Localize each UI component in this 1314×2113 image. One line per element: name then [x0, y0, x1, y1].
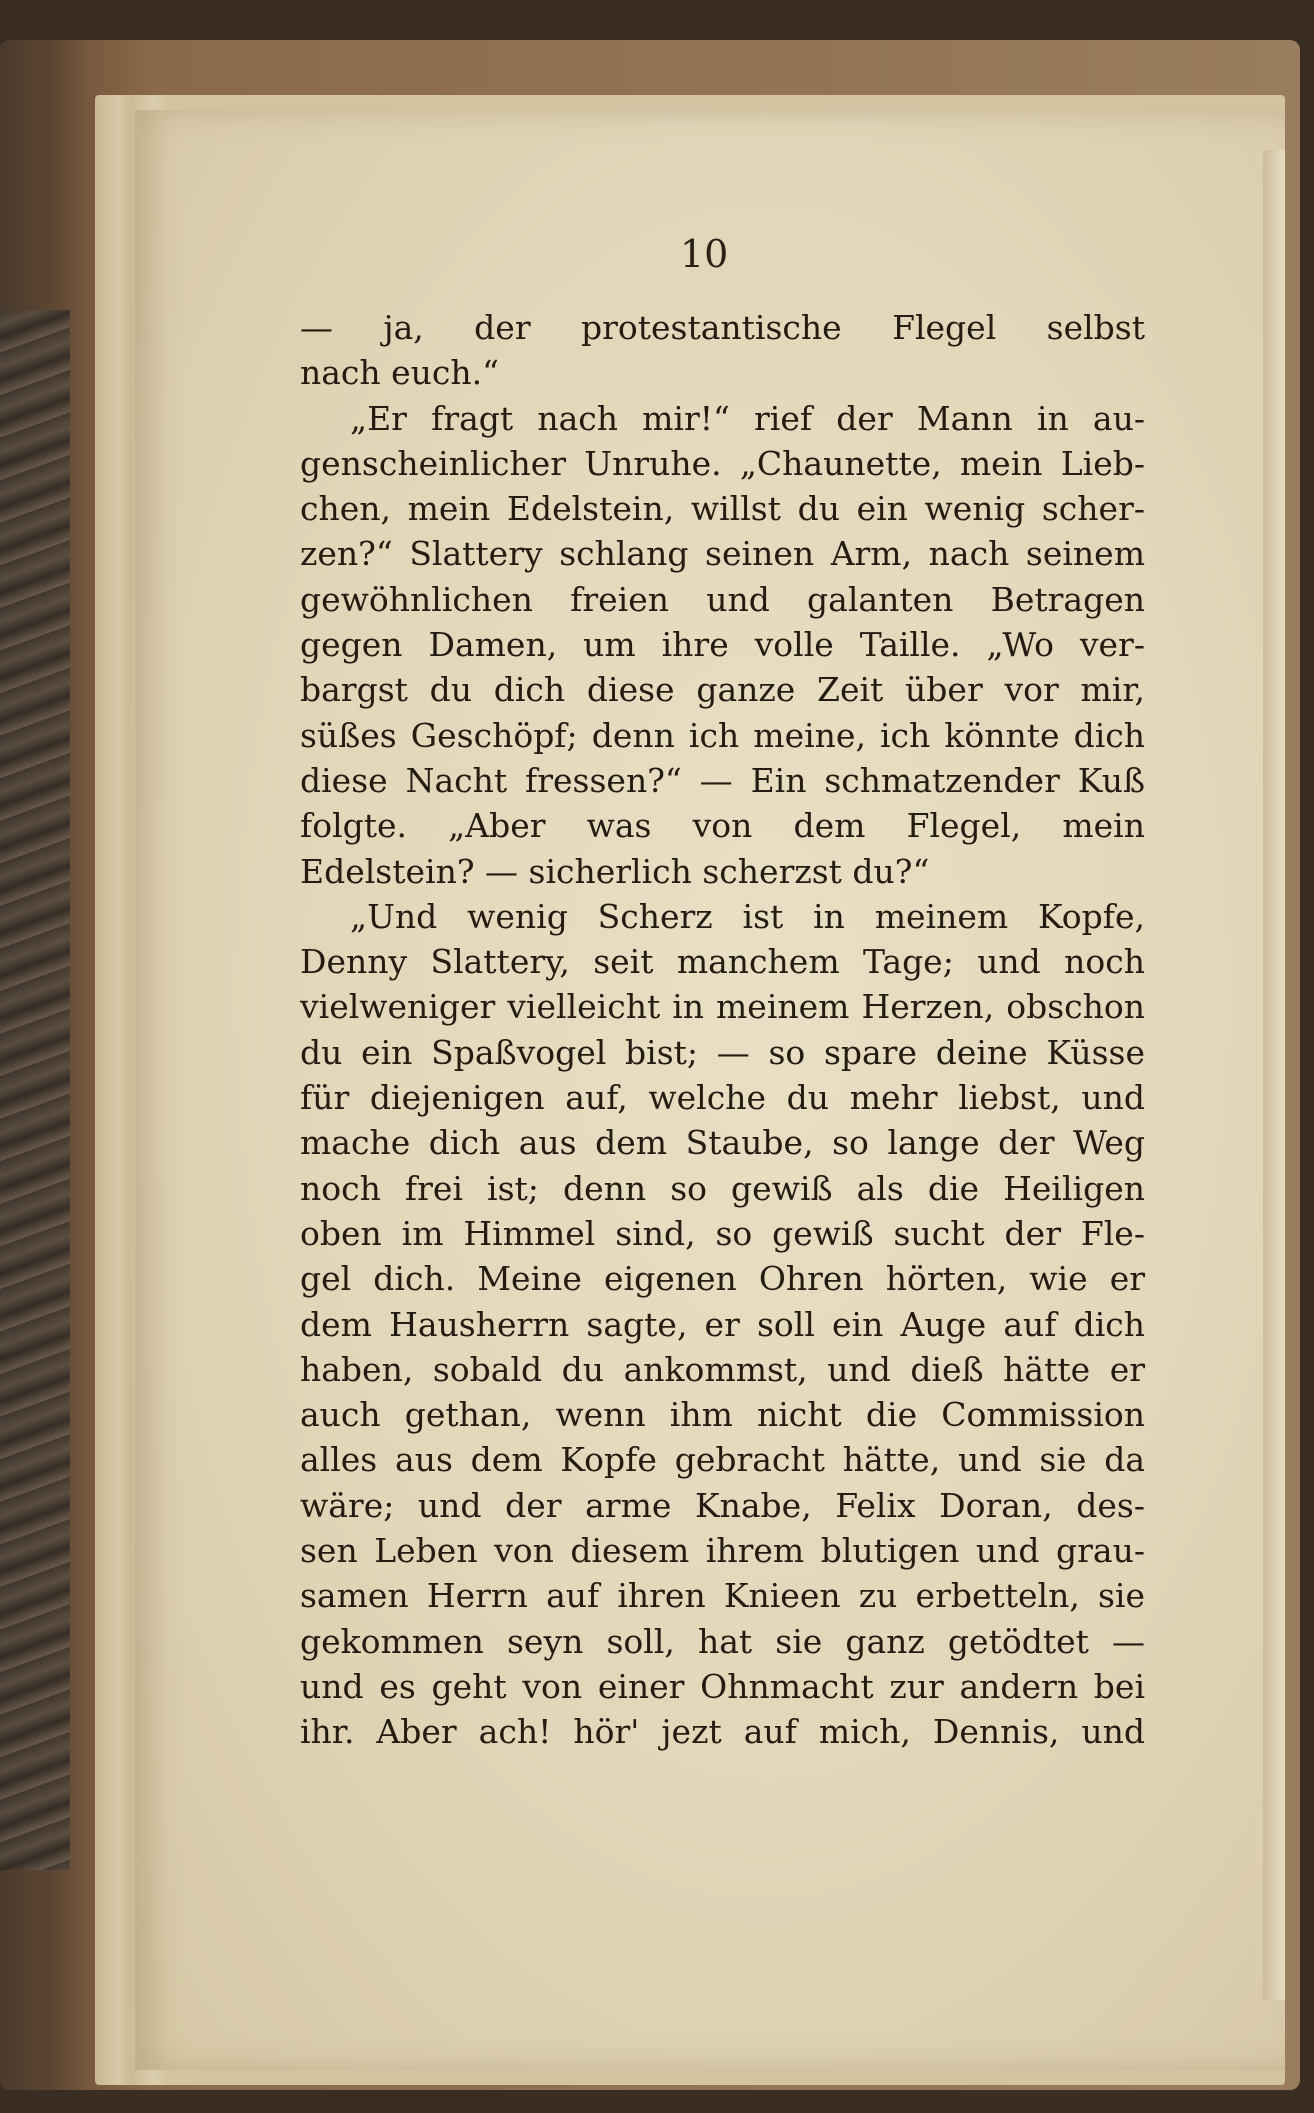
text-line: gel dich. Meine eigenen Ohren hörten, wie er [300, 1259, 1145, 1299]
text-line: und es geht von einer Ohnmacht zur andern bei [300, 1666, 1145, 1706]
text-line: folgte. „Aber was von dem Flegel, mein [300, 806, 1145, 846]
text-line: gekommen seyn soll, hat sie ganz getödtet — [300, 1621, 1145, 1661]
text-line: noch frei ist; denn so gewiß als die Heiligen [300, 1168, 1145, 1208]
marbled-cover-edge [0, 310, 70, 1870]
text-line: — ja, der protestantische Flegel selbst [300, 308, 1145, 347]
page-edge [1263, 150, 1285, 2000]
text-line: alles aus dem Kopfe gebracht hätte, und sie da [300, 1440, 1145, 1480]
text-line: für diejenigen auf, welche du mehr liebst, und [300, 1078, 1145, 1118]
page-number: 10 [680, 232, 729, 276]
text-line: haben, sobald du ankommst, und dieß hätte er [300, 1349, 1145, 1389]
text-line: ihr. Aber ach! hör' jezt auf mich, Dennis, und [300, 1712, 1145, 1752]
text-line: du ein Spaßvogel bist; — so spare deine Küsse [300, 1032, 1145, 1072]
text-line: mache dich aus dem Staube, so lange der Weg [300, 1123, 1145, 1163]
text-line: dem Hausherrn sagte, er soll ein Auge auf dich [300, 1304, 1145, 1344]
text-line: Edelstein? — sicherlich scherzst du?“ [300, 851, 930, 891]
text-line: vielweniger vielleicht in meinem Herzen, obschon [300, 987, 1145, 1027]
text-line: auch gethan, wenn ihm nicht die Commission [300, 1395, 1145, 1435]
text-line: chen, mein Edelstein, willst du ein wenig scher- [300, 489, 1145, 529]
text-line: zen?“ Slattery schlang seinen Arm, nach seinem [300, 534, 1145, 574]
text-line: gegen Damen, um ihre volle Taille. „Wo ver- [300, 625, 1145, 665]
text-line: süßes Geschöpf; denn ich meine, ich könnte dich [300, 715, 1145, 755]
text-line: diese Nacht fressen?“ — Ein schmatzender Kuß [300, 760, 1145, 800]
text-line: „Und wenig Scherz ist in meinem Kopfe, [350, 896, 1145, 936]
text-line: oben im Himmel sind, so gewiß sucht der Fle- [300, 1213, 1145, 1253]
text-line: Denny Slattery, seit manchem Tage; und noch [300, 942, 1145, 982]
text-line: wäre; und der arme Knabe, Felix Doran, des- [300, 1485, 1145, 1525]
text-line: nach euch.“ [300, 353, 500, 393]
text-line: „Er fragt nach mir!“ rief der Mann in au- [350, 398, 1145, 438]
text-line: genscheinlicher Unruhe. „Chaunette, mein Lieb- [300, 443, 1145, 483]
text-line: bargst du dich diese ganze Zeit über vor mir, [300, 670, 1145, 710]
text-line: samen Herrn auf ihren Knieen zu erbetteln, sie [300, 1576, 1145, 1616]
page-text [300, 305, 1145, 1755]
text-line: sen Leben von diesem ihrem blutigen und grau- [300, 1531, 1145, 1571]
text-line: gewöhnlichen freien und galanten Betragen [300, 579, 1145, 619]
